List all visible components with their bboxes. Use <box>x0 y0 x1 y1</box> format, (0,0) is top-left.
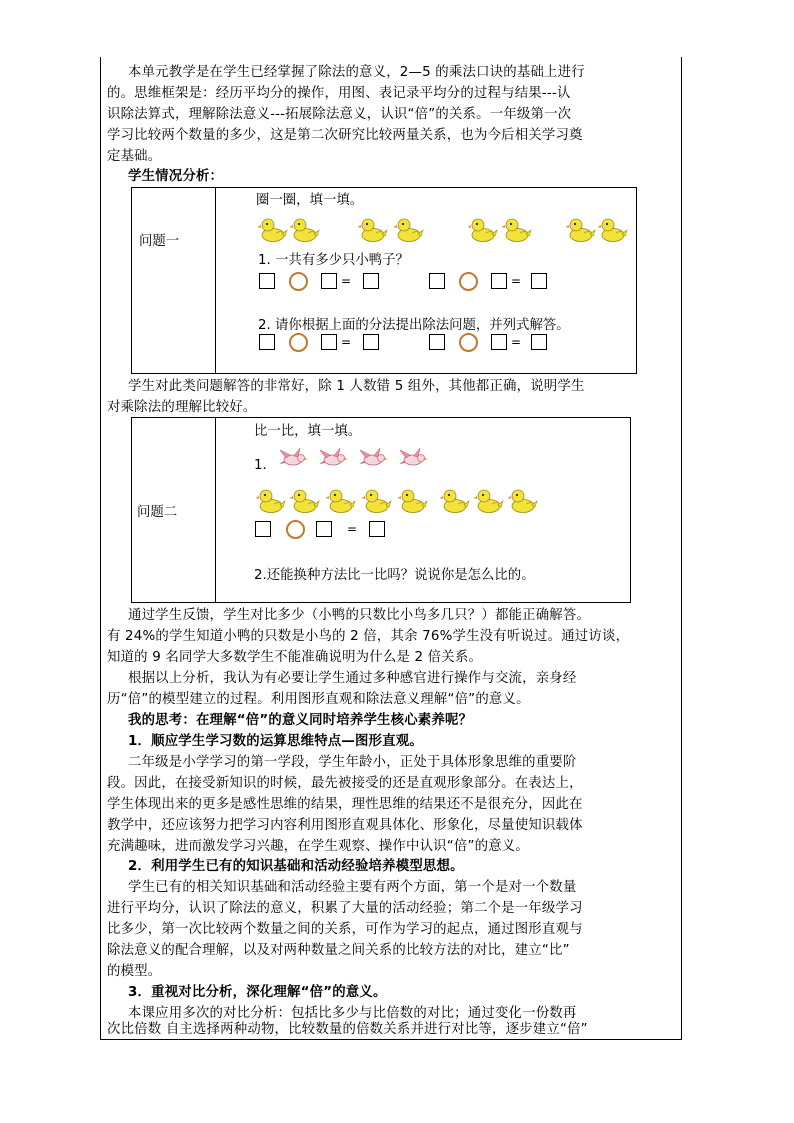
text-line: 学生体现出来的更多是感性思维的结果，理性思维的结果还不是很充分，因此在 <box>107 797 583 812</box>
text-line: 二年级是小学学习的第一学段，学生年龄小，正处于具体形象思维的重要阶 <box>128 755 577 770</box>
equals-sign: = <box>511 274 522 288</box>
answer-box[interactable] <box>429 334 445 350</box>
text-line: 除法意义的配合理解，以及对两种数量之间关系的比较方法的对比，建立“比” <box>107 943 570 958</box>
answer-box[interactable] <box>363 273 379 289</box>
duck-icon <box>362 486 392 514</box>
text-line: 对乘除法的理解比较好。 <box>107 400 257 415</box>
equals-sign: = <box>347 522 358 536</box>
duck-icon <box>290 215 320 243</box>
duck-icon <box>508 486 538 514</box>
text-line: 学习比较两个数量的多少，这是第二次研究比较两量关系，也为今后相关学习奠 <box>107 128 583 143</box>
answer-box[interactable] <box>259 273 275 289</box>
question1-sub1: 1. 一共有多少只小鸭子？ <box>258 253 409 268</box>
ring-icon[interactable] <box>286 520 305 539</box>
text-line: 段。因此，在接受新知识的时候，最先被接受的还是直观形象部分。在表达上， <box>107 776 583 791</box>
question1-title: 圈一圈，填一填。 <box>256 193 364 208</box>
table-divider <box>215 188 216 373</box>
text-line: 识除法算式，理解除法意义---拓展除法意义，认识“倍”的关系。一年级第一次 <box>107 107 572 122</box>
question1-sub2: 2. 请你根据上面的分法提出除法问题，并列式解答。 <box>258 318 570 333</box>
question2-sub1-number: 1. <box>254 458 267 473</box>
text-line: 教学中，还应该努力把学习内容利用图形直观具体化、形象化，尽量使知识载体 <box>107 818 583 833</box>
duck-icon <box>326 486 356 514</box>
answer-box[interactable] <box>255 521 271 537</box>
text-line: 的模型。 <box>107 964 162 979</box>
table-divider <box>215 418 216 602</box>
question1-label: 问题一 <box>139 234 180 249</box>
question2-label: 问题二 <box>137 505 178 520</box>
duck-icon <box>394 215 424 243</box>
text-line: 知道的 9 名同学大多数学生不能准确说明为什么是 2 倍关系。 <box>107 650 483 665</box>
student-analysis-heading: 学生情况分析： <box>128 169 224 184</box>
duck-icon <box>468 215 498 243</box>
equals-sign: = <box>341 335 352 349</box>
ring-icon[interactable] <box>289 333 308 352</box>
answer-box[interactable] <box>369 521 385 537</box>
equals-sign: = <box>341 274 352 288</box>
section1-heading: 1．顺应学生学习数的运算思维特点—图形直观。 <box>128 734 423 749</box>
answer-box[interactable] <box>321 334 337 350</box>
text-line: 通过学生反馈，学生对比多少（小鸭的只数比小鸟多几只？）都能正确解答。 <box>128 608 591 623</box>
text-line: 的。思维框架是：经历平均分的操作，用图、表记录平均分的过程与结果---认 <box>107 86 571 101</box>
text-line: 比多少，第一次比较两个数量之间的关系，可作为学习的起点，通过图形直观与 <box>107 922 583 937</box>
duck-icon <box>398 486 428 514</box>
duck-icon <box>258 215 288 243</box>
text-line: 学生已有的相关知识基础和活动经验主要有两个方面，第一个是对一个数量 <box>128 880 577 895</box>
section3-heading: 3．重视对比分析，深化理解“倍”的意义。 <box>128 985 387 1000</box>
duck-icon <box>598 215 628 243</box>
bird-icon <box>358 446 388 470</box>
ring-icon[interactable] <box>289 272 308 291</box>
answer-box[interactable] <box>429 273 445 289</box>
answer-box[interactable] <box>259 334 275 350</box>
duck-icon <box>358 215 388 243</box>
text-line: 充满趣味，进而激发学习兴趣，在学生观察、操作中认识“倍”的意义。 <box>107 839 529 854</box>
question2-title: 比一比，填一填。 <box>254 424 362 439</box>
answer-box[interactable] <box>363 334 379 350</box>
answer-box[interactable] <box>316 521 332 537</box>
duck-icon <box>474 486 504 514</box>
equals-sign: = <box>511 335 522 349</box>
text-line: 次比倍数 自主选择两种动物，比较数量的倍数关系并进行对比等，逐步建立“倍” <box>107 1022 588 1037</box>
duck-icon <box>502 215 532 243</box>
section2-heading: 2．利用学生已有的知识基础和活动经验培养模型思想。 <box>128 859 464 874</box>
answer-box[interactable] <box>491 334 507 350</box>
bird-icon <box>398 446 428 470</box>
answer-box[interactable] <box>531 334 547 350</box>
bird-icon <box>318 446 348 470</box>
text-line: 根据以上分析，我认为有必要让学生通过多种感官进行操作与交流，亲身经 <box>128 671 577 686</box>
text-line: 学生对此类问题解答的非常好，除 1 人数错 5 组外，其他都正确，说明学生 <box>128 379 585 394</box>
duck-icon <box>440 486 470 514</box>
text-line: 进行平均分，认识了除法的意义，积累了大量的活动经验；第二个是一年级学习 <box>107 901 583 916</box>
duck-icon <box>256 486 286 514</box>
text-line: 历“倍”的模型建立的过程。利用图形直观和除法意义理解“倍”的意义。 <box>107 692 530 707</box>
ring-icon[interactable] <box>459 333 478 352</box>
bird-icon <box>278 446 308 470</box>
text-line: 本单元教学是在学生已经掌握了除法的意义，2—5 的乘法口诀的基础上进行 <box>128 65 585 80</box>
duck-icon <box>290 486 320 514</box>
question2-sub2: 2.还能换种方法比一比吗？说说你是怎么比的。 <box>254 568 535 583</box>
answer-box[interactable] <box>491 273 507 289</box>
ring-icon[interactable] <box>459 272 478 291</box>
answer-box[interactable] <box>531 273 547 289</box>
answer-box[interactable] <box>321 273 337 289</box>
thinking-heading: 我的思考：在理解“倍”的意义同时培养学生核心素养呢？ <box>128 713 473 728</box>
text-line: 定基础。 <box>107 149 162 164</box>
text-line: 有 24%的学生知道小鸭的只数是小鸟的 2 倍，其余 76%学生没有听说过。通过访谈， <box>107 629 630 644</box>
text-line: 本课应用多次的对比分析：包括比多少与比倍数的对比；通过变化一份数再 <box>128 1006 577 1021</box>
duck-icon <box>566 215 596 243</box>
